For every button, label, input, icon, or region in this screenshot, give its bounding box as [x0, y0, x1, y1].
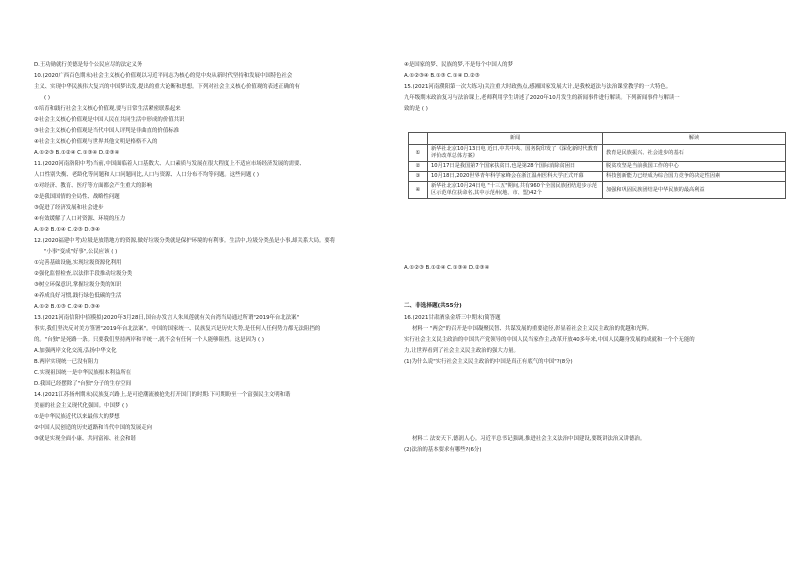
text-line: ④有效缓解了人口对资源、环境的压力	[34, 216, 126, 222]
text-line: ②是我国国情的全局性、战略性问题	[34, 194, 120, 200]
text-line: 11.(2020河南洛阳中考)当前,中国面临着人口基数大、人口素质与发展在很大程度上不适应市场经济发展的需要、	[34, 161, 305, 167]
text-line: A.①②③ B.①②④ C.①③④ D.②③④	[34, 150, 120, 156]
section-heading: 二、非选择题(共55分)	[404, 303, 462, 309]
text-line: 材料二 法安天下,德润人心。习近平总书记强调,推进社会主义法治中国建设,要既讲法治又讲德治。	[412, 436, 646, 442]
text-line: ②社会主义核心价值观是中国人民在共同生活中形成的价值共识	[34, 117, 185, 123]
table-row	[409, 182, 786, 199]
text-line: ②强化监督检查,以法律手段推动垃圾分类	[34, 271, 133, 277]
text-line: 材料一 "两会"的召开是中国凝聚民智、共谋发展的重要途径,彰显着社会主义民主政治的优越和光辉。	[412, 326, 653, 332]
interpretation-cell: 教育是民族振兴、社会进步的基石	[603, 145, 786, 162]
text-line: ①完善基础设施,实现垃圾资源化利用	[34, 260, 122, 266]
text-line: 九年级期末政治复习与法治课上,老师利用学生讲述了2020年10月发生的新闻事件进行解读。下列新闻事件与解读一	[404, 95, 680, 101]
text-line: 14.(2021江苏扬州期末)民族复兴路上,是可逆潮流被抢先打开国门的时期:下可期盼至一个富强民主文明和谐	[34, 392, 291, 398]
text-line: 力,让世界看到了社会主义民主政治的强大力量。	[404, 348, 519, 354]
text-line: ③树立环保意识,掌握垃圾分类的知识	[34, 282, 122, 288]
text-line: ①培育和践行社会主义核心价值观,要与日常生活紧密联系起来	[34, 106, 181, 112]
header-interpretation: 解读	[603, 133, 786, 145]
header-index	[409, 133, 428, 145]
interpretation-cell: 科技创新能力已经成为综合国力竞争的决定性因素	[603, 172, 786, 182]
text-line: ④是国家的梦、民族的梦,不是每个中国人的梦	[404, 62, 513, 68]
text-line: A.加强两岸文化交流,弘扬中华文化	[34, 348, 117, 354]
text-line: 主义、实现中华民族伟大复兴的中国梦出发,提出的重大论断和思想。下列对社会主义核心价值观的表述正确的有	[34, 84, 300, 90]
text-line: 事实,我们坚决反对美方签署"2019年台北法案"。中国的国家统一、民族复兴是历史大势,是任何人任何势力都无法阻挡的	[34, 326, 321, 332]
text-line: ③社会主义核心价值观是当代中国人评判是非曲直的价值标准	[34, 128, 179, 134]
text-line: (2)法治的基本要求有哪些?(6分)	[404, 447, 482, 453]
text-line: 15.(2021河南濮阳第一次大练习)关注重大时政热点,感湘国家发展大计,是我校道法与法治课堂教学的一大特色。	[404, 84, 672, 90]
table-row	[409, 172, 786, 182]
text-line: ④养成良好习惯,践行绿色低碳的生活	[34, 293, 122, 299]
row-number: ①	[409, 145, 428, 162]
text-line: ( )	[44, 95, 50, 101]
text-line: 13.(2021河南信阳中招模拟)2020年3月28日,国台办发言人朱凤莲就有关台湾当局通过所谓"2019年台北法案"	[34, 315, 299, 321]
news-cell: 新华社北京10月24日电 "十三五"期间,共有960个全国民族团结进步示范区示范单位获命名,其中示范州(地、市、盟)42个	[428, 182, 603, 199]
text-line: 实行社会主义民主政治的中国共产党领导的中国人民当家作主,改革开放40多年来,中国人民翻身发展的成就和一个个无能的	[404, 337, 695, 343]
text-line: A.①② B.①④ C.②③ D.③④	[34, 227, 100, 233]
text-line: 人口性别失衡、老龄化等问题和人口问题同比,人口与资源、人口分布不均等问题。这些问题 ( )	[34, 172, 259, 178]
row-number: ②	[409, 162, 428, 172]
text-line: 致的是 ( )	[404, 106, 428, 112]
text-line: ①是中华民族近代以来最伟大的梦想	[34, 414, 120, 420]
text-line: A.①②③ B.①②④ C.①③④ D.②③④	[404, 265, 490, 271]
news-table-header	[409, 133, 786, 145]
text-line: (1)为什么说"实行社会主义民主政治的中国是真正有底气的中国"?(8分)	[404, 359, 573, 365]
text-line: 10.(2020广西百色期末)社会主义核心价值观以习近平同志为核心的党中央从新时代坚持和发展中国特色社会	[34, 73, 293, 79]
table-row	[409, 145, 786, 162]
text-line: C.实现祖国统一是中华民族根本利益所在	[34, 370, 132, 376]
text-line: ③就是实现全面小康、共同富裕、社会和谐	[34, 436, 136, 442]
text-line: ①对经济、教育、医疗等方面都会产生重大的影响	[34, 183, 153, 189]
header-news: 新闻	[428, 133, 603, 145]
news-table	[408, 132, 786, 199]
text-line: A.①②③④ B.①③ C.①④ D.②③	[404, 73, 480, 79]
text-line: 的。"台独"是死路一条。只要我们坚持两岸和平统一,就不会有任何一个人能够阻挡。这是因为 ( )	[34, 337, 264, 343]
row-number: ③	[409, 172, 428, 182]
text-line: ④社会主义核心价值观与世界其他文明是格格不入的	[34, 139, 158, 145]
text-line: D.我国已经摆除了"台独"分子的生存空间	[34, 381, 132, 387]
text-line: 美丽的社会主义现代化强国。中国梦 ( )	[34, 403, 128, 409]
text-line: 16.(2021甘肃酒泉金塔三中期末)简答题	[404, 315, 501, 321]
text-line: D.王功勋就行美德是每个公民应尽的法定义务	[34, 62, 143, 68]
text-line: ②中国人民创造的历史道路和当代中国的发展走向	[34, 425, 153, 431]
text-line: ③促进了经济发展和社会进步	[34, 205, 104, 211]
row-number: ④	[409, 182, 428, 199]
text-line: "小事"变成"好事",公民应该 ( )	[44, 249, 118, 255]
news-cell: 新华社北京10月13日电 近日,中共中央、国务院印发了《深化新时代教育评价改革总体方案》	[428, 145, 603, 162]
news-cell: 10月17日是我国第7个国家扶贫日,也是第28个国际消除贫困日	[428, 162, 603, 172]
text-line: B.两岸实现统一已没有阻力	[34, 359, 99, 365]
interpretation-cell: 加强和巩固民族团结是中华民族的最高利益	[603, 182, 786, 199]
text-line: A.①② B.①③ C.②④ D.③④	[34, 304, 100, 310]
table-row	[409, 162, 786, 172]
interpretation-cell: 脱贫攻坚是当前我国工作的中心	[603, 162, 786, 172]
news-cell: 10月18日,2020世界青年科学家峰会在浙江温州医科大学正式开幕	[428, 172, 603, 182]
text-line: 12.(2020福建中考)垃圾是放错地方的资源,做好垃圾分类就是保护环境的有利事。生活中,垃圾分类虽是小事,却关系大局。要将	[34, 238, 336, 244]
